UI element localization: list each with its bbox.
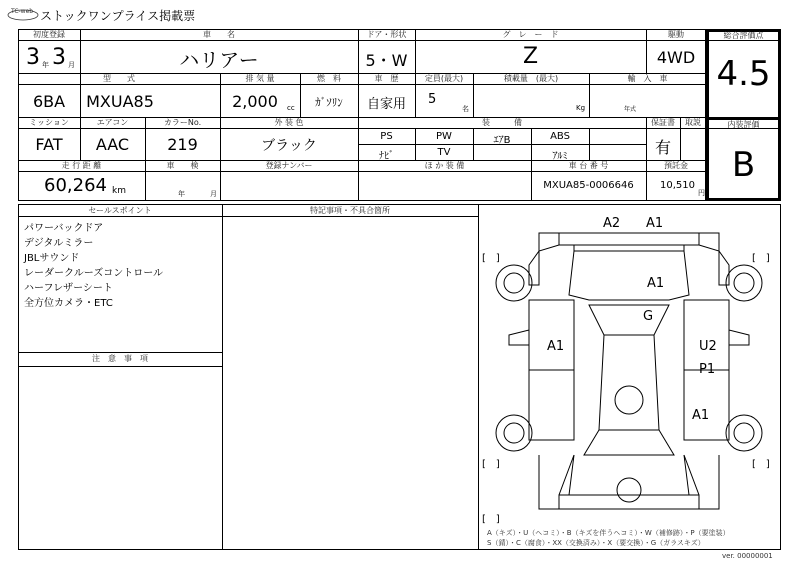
chassis-no-value: MXUA85-0006646 (543, 180, 634, 191)
km-unit: km (112, 186, 126, 196)
interior-score-header: 内装評価 (727, 120, 760, 129)
color-no-value: 219 (167, 135, 198, 154)
grade-header: グ レ ー ド (502, 30, 559, 39)
aircon-header: エアコン (96, 118, 129, 127)
displacement-header: 排 気 量 (245, 74, 275, 83)
fuel-value: ｶﾞｿﾘﾝ (315, 96, 343, 109)
car-diagram (479, 205, 780, 549)
plate-header: 登録ナンバー (265, 161, 313, 170)
grade-value: Z (522, 44, 539, 69)
logo-text: TC-web (11, 8, 34, 15)
special-notes-header: 特記事項・不具合箇所 (310, 206, 390, 215)
damage-g-windshield: G (643, 309, 654, 324)
list-item: 全方位カメラ・ETC (24, 298, 113, 309)
mileage-value: 60,264 (44, 175, 107, 196)
cautions-header: 注 意 事 項 (92, 354, 148, 363)
fuel-header: 燃 料 (317, 74, 341, 83)
load-header: 積載量 (最大) (503, 74, 559, 83)
kg-unit: Kg (576, 104, 586, 112)
capacity-value: 5 (428, 92, 437, 107)
mileage-header: 走 行 距 離 (61, 161, 102, 170)
list-item: JBLサウンド (24, 253, 80, 264)
color-no-header: カラーNo. (163, 118, 202, 127)
page-title: ストックワンプライス掲載票 (40, 9, 196, 23)
legend-line-2: S（錆）・C（腐食）・XX（交換済み）・X（要交換）・G（ガラスキズ） (487, 539, 705, 547)
inspection-header: 車 検 (166, 161, 199, 170)
damage-a1-hood: A1 (647, 276, 665, 291)
bracket-front-left: [ ] (482, 253, 500, 264)
history-header: 車 歴 (374, 74, 399, 83)
bracket-rear-left: [ ] (482, 459, 500, 470)
recycle-fee-value: 10,510 (660, 180, 695, 191)
mission-header: ミッション (29, 118, 69, 127)
yen-unit: 円 (698, 189, 705, 197)
warranty-header: 保証書 (651, 118, 675, 127)
equip-navi: ﾅﾋﾞ (379, 151, 394, 162)
damage-a1-right-rear: A1 (692, 408, 710, 423)
first-reg-month: 3 (52, 45, 66, 70)
bracket-bottom: [ ] (482, 514, 500, 525)
drive-value: 4WD (656, 48, 696, 67)
capacity-header: 定員(最大) (424, 74, 464, 83)
version-label: ver. 00000001 (722, 552, 773, 560)
sales-points-list (24, 221, 163, 311)
sales-points-header: セールスポイント (88, 206, 152, 215)
drive-header: 駆動 (668, 30, 684, 39)
list-item: ハーフレザーシート (24, 283, 113, 294)
car-name-header: 車 名 (203, 30, 235, 39)
import-header: 輸 入 車 (627, 74, 668, 83)
first-reg-header: 初度登録 (33, 30, 65, 39)
damage-a1-front: A1 (646, 216, 664, 231)
equip-airbag: ｴｱB (493, 135, 511, 146)
first-reg-year: 3 (26, 45, 40, 70)
door-type-header: ドア・形状 (366, 30, 407, 39)
damage-u2-right: U2 (699, 339, 717, 354)
car-name-value: ハリアー (179, 48, 259, 72)
legend-line-1: A（キズ）・U（ヘコミ）・B（キズを伴うヘコミ）・W（補修跡）・P（要塗装） (487, 529, 730, 537)
inspection-month-unit: 月 (210, 190, 217, 198)
interior-score-value: B (731, 145, 756, 185)
cc-unit: cc (287, 104, 295, 112)
person-unit: 名 (462, 105, 469, 113)
list-item: レーダークルーズコントロール (24, 268, 163, 279)
displacement-value: 2,000 (232, 92, 278, 111)
manual-header: 取説 (685, 118, 701, 127)
exterior-color-value: ブラック (261, 138, 317, 154)
damage-a2-front: A2 (603, 216, 621, 231)
model-header: 型 式 (103, 74, 135, 83)
year-unit: 年 (42, 61, 49, 69)
inspection-year-unit: 年 (178, 190, 185, 198)
list-item: デジタルミラー (24, 238, 94, 249)
damage-legend (487, 528, 777, 548)
overall-score-value: 4.5 (716, 54, 771, 94)
other-equipment-header: ほ か 装 備 (424, 161, 465, 170)
bracket-front-right: [ ] (752, 253, 770, 264)
equip-tv: TV (437, 147, 451, 158)
exterior-color-header: 外 装 色 (274, 118, 304, 127)
history-value: 自家用 (366, 97, 406, 112)
model-year-label: 年式 (624, 106, 637, 113)
overall-score-header: 総合評価点 (723, 31, 764, 40)
first-reg-value (18, 42, 80, 72)
chassis-no-header: 車 台 番 号 (568, 161, 609, 170)
mission-value: FAT (35, 135, 63, 154)
recycle-fee-header: 預託金 (664, 161, 688, 170)
aircon-value: AAC (95, 135, 130, 154)
damage-a1-left-door: A1 (547, 339, 565, 354)
logo (6, 6, 40, 20)
model-prefix-value: 6BA (32, 92, 66, 111)
damage-p1-right: P1 (699, 362, 716, 377)
door-type-value: 5・W (365, 51, 408, 70)
bracket-rear-right: [ ] (752, 459, 770, 470)
equipment-header: 装 備 (482, 118, 522, 127)
equip-pw: PW (436, 131, 452, 142)
equip-ps: PS (380, 131, 393, 142)
warranty-value: 有 (654, 138, 671, 157)
equip-abs: ABS (550, 131, 570, 142)
list-item: パワーバックドア (24, 223, 104, 234)
month-unit: 月 (68, 61, 75, 69)
model-value: MXUA85 (86, 92, 154, 111)
equip-alumi: ｱﾙﾐ (552, 151, 568, 162)
